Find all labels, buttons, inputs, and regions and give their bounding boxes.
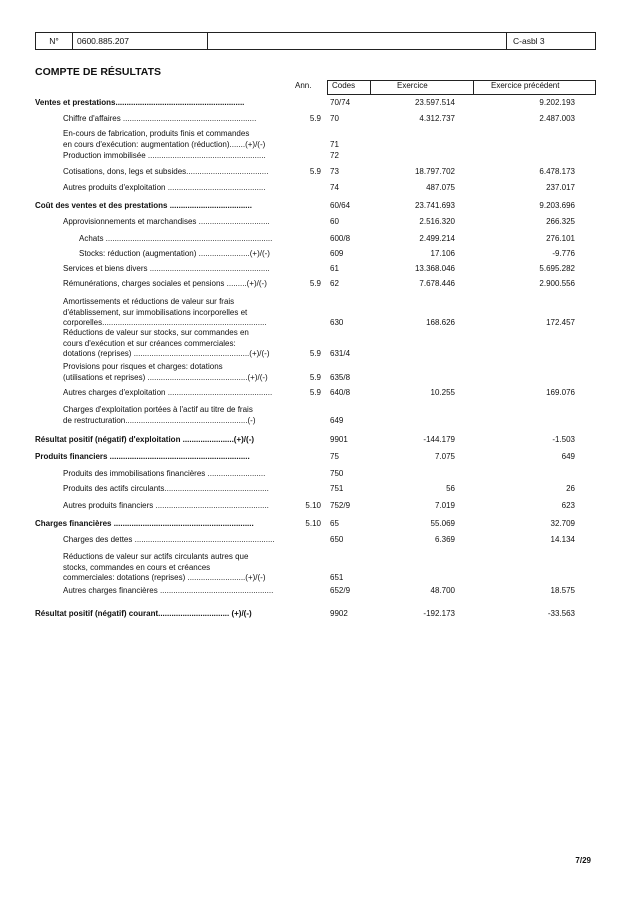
row-current-year: 23.597.514 (414, 98, 455, 107)
row-current-year: 6.369 (434, 535, 455, 544)
row-current-year: 4.312.737 (419, 114, 455, 123)
row-current-year: 13.368.046 (414, 264, 455, 273)
row-current-year: 7.019 (434, 501, 455, 510)
row-annex: 5.9 (309, 349, 321, 358)
row-label (63, 114, 256, 125)
row-label-line: en cours d'exécution: augmentation (réduction).......(+)/(-) (63, 139, 266, 149)
row-label-line: Charges financières ............................................................... (35, 519, 254, 528)
row-code: 71 (330, 139, 339, 149)
column-header (0, 80, 638, 93)
page-title: COMPTE DE RÉSULTATS (35, 66, 161, 78)
col-codes-label: Codes (332, 81, 356, 90)
row-label-line: commerciales: dotations (reprises) ..........................(+)/(-) (63, 573, 266, 582)
row-label-line: Approvisionnements et marchandises ................................ (63, 217, 270, 226)
row-label-line: Cotisations, dons, legs et subsides..................................... (63, 167, 269, 176)
row-label-line: cours d'exécution et sur créances commerciales: (63, 338, 236, 348)
row-current-year: 56 (446, 484, 455, 493)
row-previous-year: 276.101 (546, 234, 575, 243)
row-code: 652/9 (330, 586, 351, 595)
row-current-year: -192.173 (423, 609, 455, 618)
row-label (63, 405, 256, 426)
row-code: 73 (330, 167, 339, 176)
row-code: 70 (330, 114, 339, 123)
row-label-line: Autres charges financières ................................................... (63, 586, 274, 595)
row-label (63, 217, 270, 228)
row-current-year: 487.075 (426, 183, 455, 192)
row-label-line: d'établissement, sur immobilisations incorporelles et (63, 307, 248, 317)
col-exercice-label: Exercice (397, 81, 428, 90)
row-label-line: Autres charges d'exploitation ............................................... (63, 388, 273, 397)
row-annex: 5.9 (309, 279, 321, 288)
row-previous-year: 237.017 (546, 183, 575, 192)
row-current-year: 10.255 (430, 388, 455, 397)
row-label-line: Charges des dettes ............................................................... (63, 535, 275, 544)
row-current-year: 18.797.702 (414, 167, 455, 176)
row-label (63, 501, 269, 512)
row-label-line: En-cours de fabrication, produits finis et commandes (63, 129, 250, 138)
row-label (63, 167, 268, 178)
row-code: 60/64 (330, 201, 351, 210)
row-previous-year: 14.134 (550, 535, 575, 544)
row-code: 640/8 (330, 388, 351, 397)
page-number: 7/29 (575, 856, 591, 865)
column-divider (370, 81, 371, 94)
row-previous-year: 9.203.696 (539, 201, 575, 210)
row-current-year: 55.069 (430, 519, 455, 528)
row-label-line: corporelles.......................................................................... (63, 318, 267, 327)
row-code: 635/8 (330, 372, 351, 382)
row-label (79, 249, 270, 260)
row-label (35, 519, 254, 530)
row-previous-year: 9.202.193 (539, 98, 575, 107)
row-label (63, 297, 267, 329)
row-label (63, 129, 265, 150)
row-code: 9901 (330, 435, 348, 444)
row-code: 750 (330, 469, 344, 478)
row-code: 65 (330, 519, 339, 528)
row-label-line: Autres produits d'exploitation ............................................ (63, 183, 266, 192)
row-code: 651 (330, 573, 344, 582)
row-code: 75 (330, 452, 339, 461)
row-label (63, 328, 270, 360)
header-spacer (208, 33, 507, 49)
row-label (63, 552, 266, 584)
row-label-line: Chiffre d'affaires ............................................................ (63, 114, 257, 123)
row-code: 631/4 (330, 349, 351, 358)
row-previous-year: 266.325 (546, 217, 575, 226)
row-label (63, 484, 269, 495)
row-previous-year: 172.457 (546, 318, 575, 327)
row-label (63, 388, 272, 399)
row-label-line: Stocks: réduction (augmentation) .......................(+)/(-) (79, 249, 270, 258)
row-previous-year: 5.695.282 (539, 264, 575, 273)
row-code: 650 (330, 535, 344, 544)
row-label-line: Amortissements et réductions de valeur sur frais (63, 297, 235, 306)
row-label (79, 234, 272, 245)
row-previous-year: -1.503 (552, 435, 575, 444)
row-code: 70/74 (330, 98, 351, 107)
row-current-year: 7.075 (434, 452, 455, 461)
form-code: C-asbl 3 (513, 36, 545, 46)
row-label-line: (utilisations et reprises) .............................................(+)/(-) (63, 372, 268, 382)
row-code: 630 (330, 318, 344, 327)
row-previous-year: 169.076 (546, 388, 575, 397)
row-previous-year: 6.478.173 (539, 167, 575, 176)
row-label (35, 201, 252, 212)
number-label: N° (36, 33, 73, 49)
col-previous-label: Exercice précédent (491, 81, 560, 90)
row-label (63, 586, 273, 597)
row-label (63, 535, 275, 546)
row-label-line: Ventes et prestations.......................................................... (35, 98, 245, 107)
row-current-year: 168.626 (426, 318, 455, 327)
row-previous-year: -9.776 (552, 249, 575, 258)
row-code: 74 (330, 183, 339, 192)
row-label (35, 609, 252, 620)
row-current-year: 7.678.446 (419, 279, 455, 288)
row-previous-year: -33.563 (547, 609, 575, 618)
row-label-line: Produits des actifs circulants............................................... (63, 484, 269, 493)
row-previous-year: 623 (561, 501, 575, 510)
row-label (35, 98, 244, 109)
row-label-line: Achats ........................................................................... (79, 234, 273, 243)
row-label-line: Produits des immobilisations financières .......................... (63, 469, 266, 478)
row-label-line: Réductions de valeur sur actifs circulants autres que (63, 552, 249, 561)
row-annex: 5.10 (305, 501, 321, 510)
row-previous-year: 18.575 (550, 586, 575, 595)
row-code: 609 (330, 249, 344, 258)
row-label (35, 452, 250, 463)
row-current-year: 17.106 (430, 249, 455, 258)
row-current-year: 2.516.320 (419, 217, 455, 226)
row-previous-year: 2.487.003 (539, 114, 575, 123)
row-label-line: Provisions pour risques et charges: dotations (63, 362, 223, 371)
row-annex: 5.9 (309, 167, 321, 176)
row-code: 62 (330, 279, 339, 288)
row-code: 60 (330, 217, 339, 226)
row-code: 9902 (330, 609, 348, 618)
row-annex: 5.9 (309, 372, 321, 382)
row-label-line: Charges d'exploitation portées à l'actif au titre de frais (63, 405, 253, 414)
row-code: 752/9 (330, 501, 351, 510)
row-label-line: dotations (reprises) ....................................................(+)/(-) (63, 349, 270, 358)
row-label-line: Autres produits financiers ................................................... (63, 501, 269, 510)
row-label-line: Produits financiers ............................................................... (35, 452, 250, 461)
row-label-line: de restructuration.......................................................(-) (63, 415, 256, 425)
row-code: 600/8 (330, 234, 351, 243)
row-previous-year: 26 (566, 484, 575, 493)
col-ann-label: Ann. (295, 81, 312, 90)
row-previous-year: 649 (561, 452, 575, 461)
row-annex: 5.10 (305, 519, 321, 528)
row-current-year: 23.741.693 (414, 201, 455, 210)
enterprise-number: 0600.885.207 (73, 33, 208, 49)
row-label (35, 435, 254, 446)
row-label-line: Coût des ventes et des prestations ..................................... (35, 201, 252, 210)
row-label (63, 469, 265, 480)
row-label (63, 362, 268, 383)
row-label (63, 183, 266, 194)
row-annex: 5.9 (309, 388, 321, 397)
form-header (35, 32, 596, 50)
row-previous-year: 32.709 (550, 519, 575, 528)
row-code: 649 (330, 415, 344, 425)
row-label-line: Résultat positif (négatif) courant................................ (+)/(-) (35, 609, 252, 618)
row-label-line: Résultat positif (négatif) d'exploitation .......................(+)/(-) (35, 435, 255, 444)
row-current-year: -144.179 (423, 435, 455, 444)
row-code: 61 (330, 264, 339, 273)
row-previous-year: 2.900.556 (539, 279, 575, 288)
row-label-line: Production immobilisée ..................................................... (63, 151, 266, 160)
row-label (63, 151, 266, 162)
row-current-year: 2.499.214 (419, 234, 455, 243)
row-label-line: Rémunérations, charges sociales et pensions .........(+)/(-) (63, 279, 267, 288)
row-label (63, 279, 267, 290)
row-label-line: Services et biens divers ...................................................... (63, 264, 270, 273)
row-code: 751 (330, 484, 344, 493)
row-annex: 5.9 (309, 114, 321, 123)
row-label-line: stocks, commandes en cours et créances (63, 562, 211, 572)
row-label (63, 264, 270, 275)
column-divider (473, 81, 474, 94)
row-current-year: 48.700 (430, 586, 455, 595)
row-code: 72 (330, 151, 339, 160)
row-label-line: Réductions de valeur sur stocks, sur commandes en (63, 328, 249, 337)
